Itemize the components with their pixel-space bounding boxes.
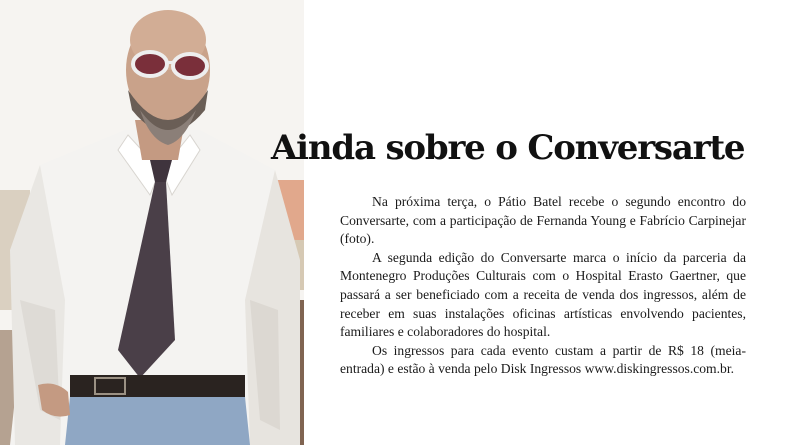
article-paragraph-2: A segunda edição do Conversarte marca o início da parceria da Montenegro Produções Culturais com o Hospital Erasto Gaertner, que passará a ser beneficiado com a receita de venda dos ingressos, além de receber em suas instalações oficinas artísticas envolvendo pacientes, familiares e colaboradores do hospital. bbox=[340, 249, 746, 340]
photo-portrait bbox=[0, 0, 304, 445]
article-headline: Ainda sobre o Conversarte bbox=[271, 128, 745, 168]
article-paragraph-3: Os ingressos para cada evento custam a partir de R$ 18 (meia-entrada) e estão à venda pelo Disk Ingressos www.diskingressos.com.br. bbox=[340, 342, 746, 377]
article-body bbox=[340, 193, 746, 379]
article-paragraph-1: Na próxima terça, o Pátio Batel recebe o segundo encontro do Conversarte, com a participação de Fernanda Young e Fabrício Carpinejar (foto). bbox=[340, 194, 746, 247]
